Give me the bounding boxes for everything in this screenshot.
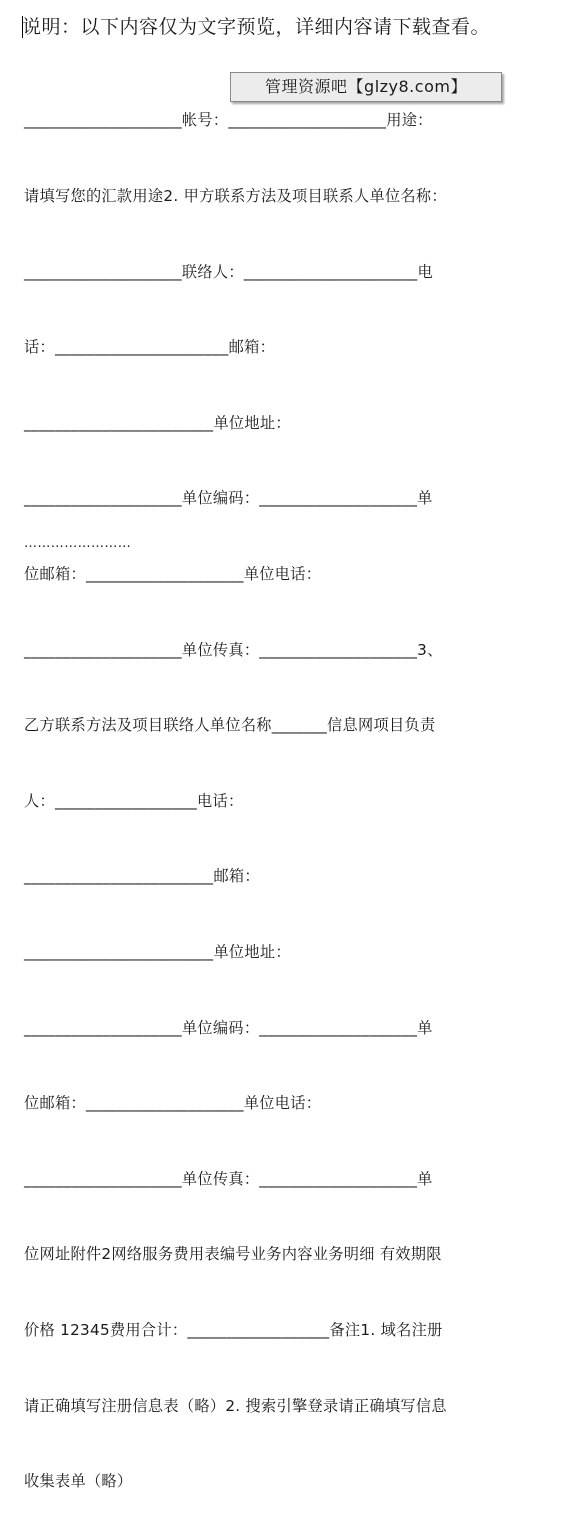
doc-line: ____________________单位传真：____________________单 xyxy=(24,1169,433,1188)
document-body xyxy=(24,58,554,1519)
doc-line: 话：______________________邮箱： xyxy=(24,338,276,357)
doc-line: ____________________单位编码：____________________单 xyxy=(24,489,433,508)
doc-line: 价格 12345费用合计：__________________备注1. 域名注册 xyxy=(24,1320,443,1339)
doc-line: ________________________单位地址： xyxy=(24,413,291,432)
doc-line: ____________________单位传真：____________________3、 xyxy=(24,640,443,659)
doc-line: 人：__________________电话： xyxy=(24,791,244,810)
doc-line: 请填写您的汇款用途2. 甲方联系方法及项目联系人单位名称： xyxy=(24,187,447,205)
doc-line: ____________________联络人：______________________电 xyxy=(24,262,433,281)
doc-line: ____________________单位编码：____________________单 xyxy=(24,1018,433,1037)
doc-line: 请正确填写注册信息表（略）2. 搜索引擎登录请正确填写信息 xyxy=(24,1396,447,1415)
watermark-badge: 管理资源吧【glzy8.com】 xyxy=(230,72,502,102)
truncation-ellipsis: …………………… xyxy=(24,536,132,551)
doc-line: ________________________单位地址： xyxy=(24,942,291,961)
doc-line: 位邮箱：____________________单位电话： xyxy=(24,564,322,583)
doc-line: 收集表单（略） xyxy=(24,1472,133,1491)
doc-line: 位网址附件2网络服务费用表编号业务内容业务明细 有效期限 xyxy=(24,1245,442,1264)
doc-line: ____________________帐号：____________________用途： xyxy=(24,111,433,130)
preview-notice: 说明：以下内容仅为文字预览，详细内容请下载查看。 xyxy=(22,16,491,38)
doc-line: 位邮箱：____________________单位电话： xyxy=(24,1094,322,1113)
doc-line: ________________________邮箱： xyxy=(24,867,260,886)
doc-line: 乙方联系方法及项目联络人单位名称_______信息网项目负责 xyxy=(24,716,436,735)
